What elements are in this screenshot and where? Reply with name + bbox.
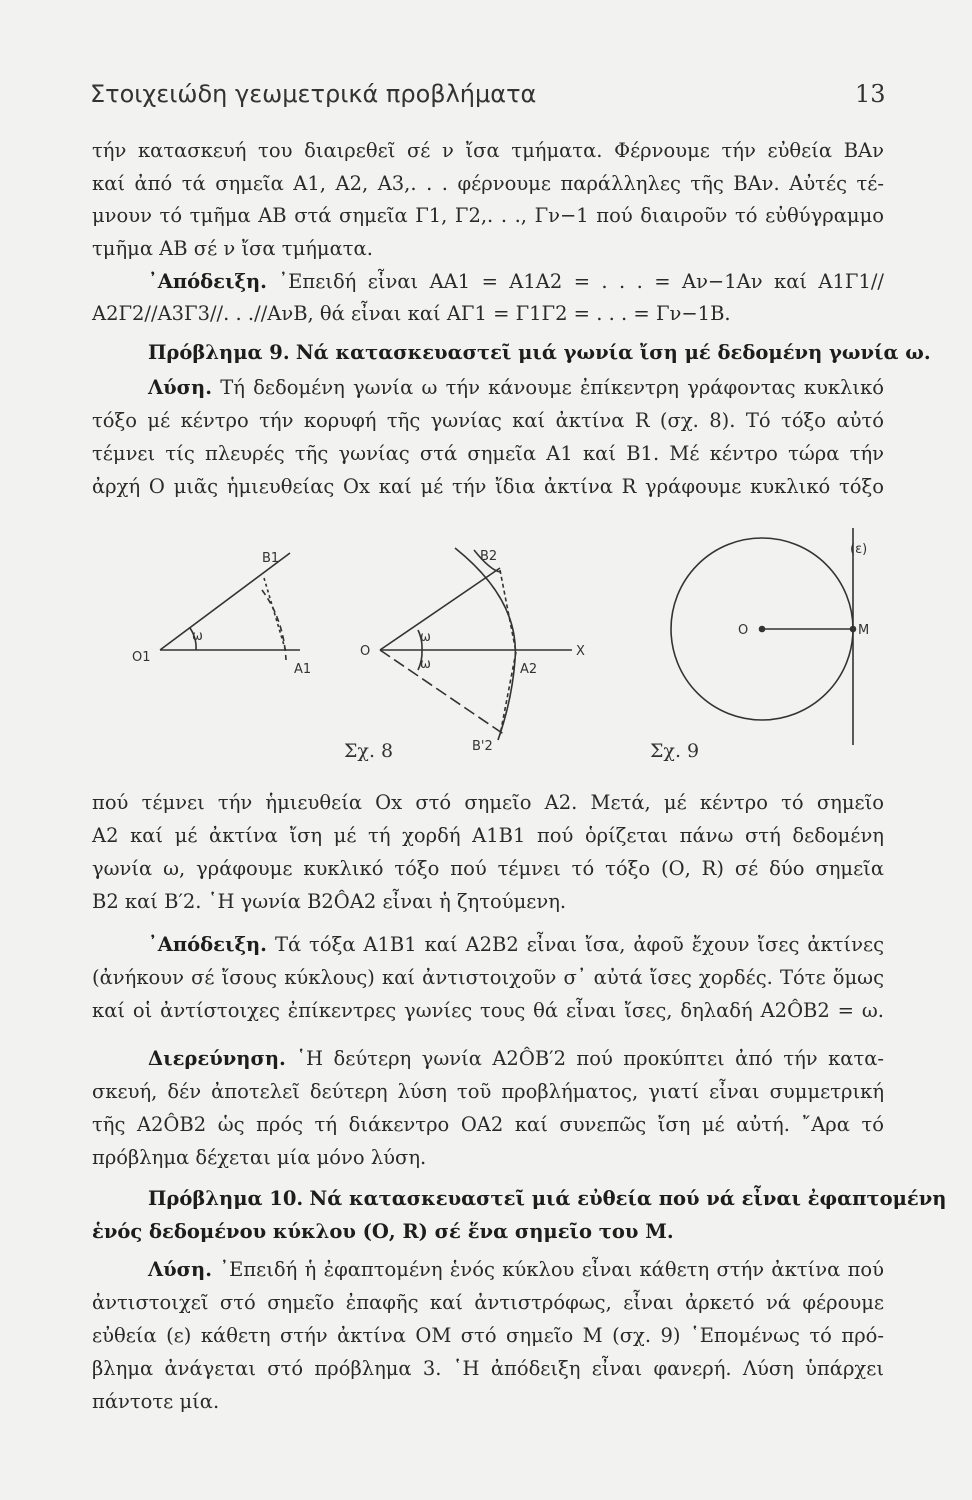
figure-9-caption: Σχ. 9 (650, 740, 700, 762)
solution-label: Λύση. (148, 1258, 213, 1281)
text-line: Α2 καί μέ ἀκτίνα ἴση μέ τή χορδή Α1Β1 πού ὁρίζεται πάνω στή δεδομένη (92, 824, 884, 847)
problem-label: Πρόβλημα 9. (148, 341, 290, 364)
text-line: τῆς Α2ÔΒ2 ὡς πρός τή διάκεντρο ΟΑ2 καί συνεπῶς ἴση μέ αὐτή. ῎Αρα τό (92, 1113, 884, 1136)
text-line: εὐθεία (ε) κάθετη στήν ἀκτίνα ΟΜ στό σημεῖο Μ (σχ. 9) ῾Επομένως τό πρό- (92, 1324, 884, 1347)
text-line: τόξο μέ κέντρο τήν κορυφή τῆς γωνίας καί ἀκτίνα R (σχ. 8). Τό τόξο αὐτό (92, 409, 884, 432)
text-line: καί ἀπό τά σημεῖα Α1, Α2, Α3,. . . φέρνουμε παράλληλες τῆς ΒΑν. Αὐτές τέ- (92, 172, 884, 195)
text-line: μνουν τό τμῆμα ΑΒ στά σημεῖα Γ1, Γ2,. . ., Γν−1 πού διαιροῦν τό εὐθύγραμμο (92, 204, 884, 227)
text-line: ἀντιστοιχεῖ στό σημεῖο ἐπαφῆς καί ἀντιστρόφως, εἶναι ἀρκετό νά φέρουμε (92, 1291, 884, 1314)
label-m: M (858, 623, 870, 638)
figure-8-caption: Σχ. 8 (344, 740, 394, 762)
fig8b-ray-upper (380, 568, 500, 650)
proof-label: ᾿Απόδειξη. (148, 933, 267, 956)
text-line: Β2 καί Β′2. ῾Η γωνία Β2ÔΑ2 εἶναι ἡ ζητούμενη. (92, 890, 567, 913)
discussion-label: Διερεύνηση. (148, 1047, 286, 1070)
text-line: (ἀνήκουν σέ ἴσους κύκλους) καί ἀντιστοιχοῦν σ᾿ αὐτά ἴσες χορδές. Τότε ὅμως (92, 966, 884, 989)
label-b2prime: B'2 (472, 739, 493, 754)
running-header: Στοιχειώδη γεωμετρικά προβλήματα (90, 80, 537, 108)
problem-statement: Νά κατασκευαστεῖ μιά γωνία ἴση μέ δεδομένη γωνία ω. (295, 341, 931, 364)
text-line: γωνία ω, γράφουμε κυκλικό τόξο πού τέμνει τό τόξο (Ο, R) σέ δύο σημεῖα (92, 857, 884, 880)
label-omega-upper: ω (420, 630, 431, 645)
fig9-center (760, 627, 765, 632)
fig8b-arc-main (455, 548, 515, 740)
discussion-line: Διερεύνηση. ῾Η δεύτερη γωνία Α2ÔΒ′2 πού προκύπτει ἀπό τήν κατα- (148, 1047, 884, 1070)
label-x: X (576, 644, 585, 659)
fig8a-chord (264, 578, 286, 652)
label-o1: O1 (132, 650, 151, 665)
text-line: πού τέμνει τήν ἡμιευθεία Οx στό σημεῖο Α2. Μετά, μέ κέντρο τό σημεῖο (92, 791, 884, 814)
text-line: καί οἱ ἀντίστοιχες ἐπίκεντρες γωνίες τους θά εἶναι ἴσες, δηλαδή Α2ÔΒ2 = ω. (92, 999, 884, 1022)
problem-label: Πρόβλημα 10. (148, 1187, 304, 1210)
label-epsilon: (ε) (850, 542, 868, 557)
text-line: τμῆμα ΑΒ σέ ν ἴσα τμήματα. (92, 237, 373, 260)
figures (0, 520, 972, 780)
solution-line: Λύση. Τή δεδομένη γωνία ω τήν κάνουμε ἐπίκεντρη γράφοντας κυκλικό (148, 376, 884, 399)
text-line: πάντοτε μία. (92, 1390, 220, 1413)
label-o: O (360, 644, 371, 659)
problem-heading (148, 1186, 947, 1212)
text-line: τήν κατασκευή του διαιρεθεῖ σέ ν ἴσα τμήματα. Φέρνουμε τήν εὐθεία ΒΑν (92, 139, 884, 162)
label-a1: A1 (294, 662, 312, 677)
problem-statement: Νά κατασκευαστεῖ μιά εὐθεία πού νά εἶναι ἐφαπτομένη (309, 1187, 947, 1210)
fig8b-ray-lower (380, 650, 505, 735)
proof-line: ᾿Απόδειξη. Τά τόξα Α1Β1 καί Α2Β2 εἶναι ἴσα, ἀφοῦ ἔχουν ἴσες ἀκτίνες (148, 933, 884, 956)
proof-label: ᾿Απόδειξη. (148, 270, 267, 293)
label-omega: ω (192, 629, 203, 644)
text-line: πρόβλημα δέχεται μία μόνο λύση. (92, 1146, 427, 1169)
text-line: τέμνει τίς πλευρές τῆς γωνίας στά σημεῖα Α1 καί Β1. Μέ κέντρο τώρα τήν (92, 442, 884, 465)
label-a2: A2 (520, 662, 538, 677)
page-number: 13 (855, 80, 886, 108)
problem-heading (148, 340, 931, 366)
fig8b-chord-lower (500, 652, 516, 735)
solution-label: Λύση. (148, 376, 213, 399)
fig8b-chord-upper (500, 570, 516, 652)
problem-heading-cont: ἑνός δεδομένου κύκλου (Ο, R) σέ ἕνα σημεῖο του Μ. (92, 1220, 674, 1243)
label-o9: O (738, 623, 749, 638)
fig9-point-m (851, 627, 856, 632)
proof-line: ᾿Απόδειξη. ᾿Επειδή εἶναι ΑΑ1 = Α1Α2 = . . . = Αν−1Αν καί Α1Γ1// (148, 270, 884, 293)
proof-line: Α2Γ2//Α3Γ3//. . .//ΑνΒ, θά εἶναι καί ΑΓ1 = Γ1Γ2 = . . . = Γν−1Β. (92, 302, 731, 325)
label-b1: B1 (262, 551, 280, 566)
text-line: σκευή, δέν ἀποτελεῖ δεύτερη λύση τοῦ προβλήματος, γιατί εἶναι συμμετρική (92, 1080, 884, 1103)
solution-line: Λύση. ᾿Επειδή ἡ ἐφαπτομένη ἑνός κύκλου εἶναι κάθετη στήν ἀκτίνα πού (148, 1258, 884, 1281)
text-line: βλημα ἀνάγεται στό πρόβλημα 3. ῾Η ἀπόδειξη εἶναι φανερή. Λύση ὑπάρχει (92, 1357, 884, 1380)
label-omega-lower: ω (420, 657, 431, 672)
text-line: ἀρχή Ο μιᾶς ἡμιευθείας Οx καί μέ τήν ἴδια ἀκτίνα R γράφουμε κυκλικό τόξο (92, 475, 884, 498)
label-b2: B2 (480, 549, 498, 564)
